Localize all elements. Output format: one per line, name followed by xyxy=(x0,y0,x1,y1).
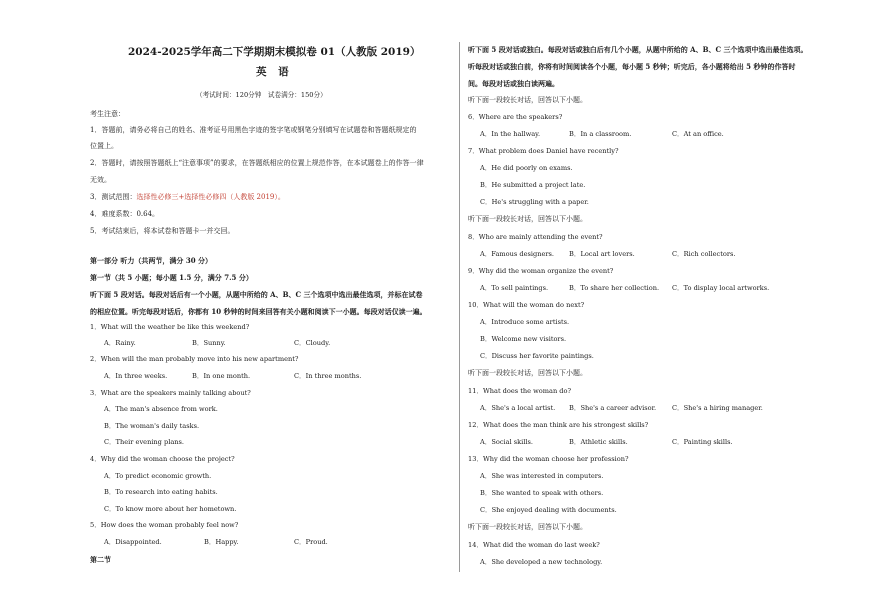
section1-instructions: 听下面 5 段对话。每段对话后有一个小题，从题中所给的 A、B、C 三个选项中选出最佳选项，并标在试卷 xyxy=(90,290,423,299)
q3-option-c: C．Their evening plans. xyxy=(104,438,184,446)
q7-option-c: C．He's struggling with a paper. xyxy=(480,198,589,206)
section1-instructions-cont: 的相应位置。听完每段对话后，你都有 10 秒钟的时间来回答有关小题和阅读下一小题。每段对话仅读一遍。 xyxy=(90,307,427,316)
section2-instructions-cont: 听每段对话或独白前，你将有时间阅读各个小题，每小题 5 秒钟；听完后，各小题将给出 5 秒钟的作答时 xyxy=(468,62,796,71)
note-4: 4．难度系数：0.64。 xyxy=(90,210,160,218)
q5-option-c: C．Proud. xyxy=(294,538,328,546)
q11-option-a: A．She's a local artist. xyxy=(480,404,556,412)
question-1: 1．What will the weather be like this weekend? xyxy=(90,323,250,331)
question-5: 5．How does the woman probably feel now? xyxy=(90,521,239,529)
q4-option-b: B．To research into eating habits. xyxy=(104,488,218,496)
q2-option-a: A．In three weeks. xyxy=(104,372,168,380)
column-divider xyxy=(459,42,460,572)
q6-option-a: A．In the hallway. xyxy=(480,130,541,138)
question-12: 12．What does the man think are his strongest skills? xyxy=(468,421,649,429)
q9-option-a: A．To sell paintings. xyxy=(480,284,549,292)
listen-instruction-4: 听下面一段较长对话，回答以下小题。 xyxy=(468,523,587,531)
listen-instruction-3: 听下面一段较长对话，回答以下小题。 xyxy=(468,369,587,377)
question-11: 11．What does the woman do? xyxy=(468,387,572,395)
note-2-cont: 无效。 xyxy=(90,176,111,184)
listen-instruction-2: 听下面一段较长对话，回答以下小题。 xyxy=(468,215,587,223)
question-9: 9．Why did the woman organize the event? xyxy=(468,267,614,275)
section2-instructions-end: 间。每段对话或独白读两遍。 xyxy=(468,79,559,88)
q4-option-a: A．To predict economic growth. xyxy=(104,472,212,480)
q11-option-c: C．She's a hiring manager. xyxy=(672,404,763,412)
q4-option-c: C．To know more about her hometown. xyxy=(104,505,237,513)
q12-option-b: B．Athletic skills. xyxy=(569,438,628,446)
q13-option-b: B．She wanted to speak with others. xyxy=(480,489,604,497)
q7-option-a: A．He did poorly on exams. xyxy=(480,164,573,172)
question-4: 4．Why did the woman choose the project? xyxy=(90,455,235,463)
section2-instructions: 听下面 5 段对话或独白。每段对话或独白后有几个小题，从题中所给的 A、B、C 三个选项中选出最佳选项。 xyxy=(468,45,808,54)
q13-option-a: A．She was interested in computers. xyxy=(480,472,604,480)
q10-option-a: A．Introduce some artists. xyxy=(480,318,570,326)
q2-option-c: C．In three months. xyxy=(294,372,362,380)
subject-title: 英 语 xyxy=(256,66,293,78)
exam-info: （考试时间：120分钟 试卷满分：150分） xyxy=(196,91,327,99)
q12-option-a: A．Social skills. xyxy=(480,438,533,446)
section1-heading: 第一节（共 5 小题；每小题 1.5 分，满分 7.5 分） xyxy=(90,273,253,282)
question-2: 2．When will the man probably move into his new apartment? xyxy=(90,355,299,363)
question-7: 7．What problem does Daniel have recently? xyxy=(468,147,619,155)
q7-option-b: B．He submitted a project late. xyxy=(480,181,586,189)
q9-option-b: B．To share her collection. xyxy=(569,284,660,292)
part1-heading: 第一部分 听力（共两节，满分 30 分） xyxy=(90,256,213,265)
question-13: 13．Why did the woman choose her profession? xyxy=(468,455,629,463)
question-6: 6．Where are the speakers? xyxy=(468,113,563,121)
q3-option-a: A．The man's absence from work. xyxy=(104,405,218,413)
q8-option-c: C．Rich collectors. xyxy=(672,250,736,258)
question-10: 10．What will the woman do next? xyxy=(468,301,585,309)
q6-option-c: C．At an office. xyxy=(672,130,724,138)
q3-option-b: B．The woman's daily tasks. xyxy=(104,422,200,430)
note-3-prefix: 3．测试范围： xyxy=(90,193,137,201)
q1-option-c: C．Cloudy. xyxy=(294,339,331,347)
exam-title: 2024-2025学年高二下学期期末模拟卷 01（人教版 2019） xyxy=(128,46,421,58)
q11-option-b: B．She's a career advisor. xyxy=(569,404,657,412)
q14-option-a: A．She developed a new technology. xyxy=(480,558,603,566)
note-2: 2．答题时，请按照答题纸上“注意事项”的要求，在答题纸相应的位置上规范作答，在本试题卷上的作答一律 xyxy=(90,159,424,167)
question-14: 14．What did the woman do last week? xyxy=(468,541,600,549)
q12-option-c: C．Painting skills. xyxy=(672,438,733,446)
q5-option-a: A．Disappointed. xyxy=(104,538,162,546)
q6-option-b: B．In a classroom. xyxy=(569,130,632,138)
q10-option-c: C．Discuss her favorite paintings. xyxy=(480,352,594,360)
listen-instruction-1: 听下面一段较长对话，回答以下小题。 xyxy=(468,96,587,104)
q8-option-a: A．Famous designers. xyxy=(480,250,554,258)
section2-heading: 第二节 xyxy=(90,555,111,564)
question-3: 3．What are the speakers mainly talking about? xyxy=(90,389,251,397)
q1-option-a: A．Rainy. xyxy=(104,339,136,347)
q9-option-c: C．To display local artworks. xyxy=(672,284,770,292)
q1-option-b: B．Sunny. xyxy=(192,339,226,347)
q2-option-b: B．In one month. xyxy=(192,372,251,380)
note-1-cont: 位置上。 xyxy=(90,142,118,150)
question-8: 8．Who are mainly attending the event? xyxy=(468,233,603,241)
q5-option-b: B．Happy. xyxy=(204,538,239,546)
notes-heading: 考生注意： xyxy=(90,110,125,118)
q10-option-b: B．Welcome new visitors. xyxy=(480,335,567,343)
q8-option-b: B．Local art lovers. xyxy=(569,250,635,258)
note-3-scope: 选择性必修三+选择性必修四（人教版 2019）。 xyxy=(136,193,285,201)
q13-option-c: C．She enjoyed dealing with documents. xyxy=(480,506,617,514)
note-1: 1．答题前，请务必将自己的姓名、准考证号用黑色字迹的签字笔或钢笔分别填写在试题卷和答题纸规定的 xyxy=(90,126,417,134)
note-5: 5．考试结束后，将本试卷和答题卡一并交回。 xyxy=(90,227,235,235)
note-3 xyxy=(90,193,285,202)
